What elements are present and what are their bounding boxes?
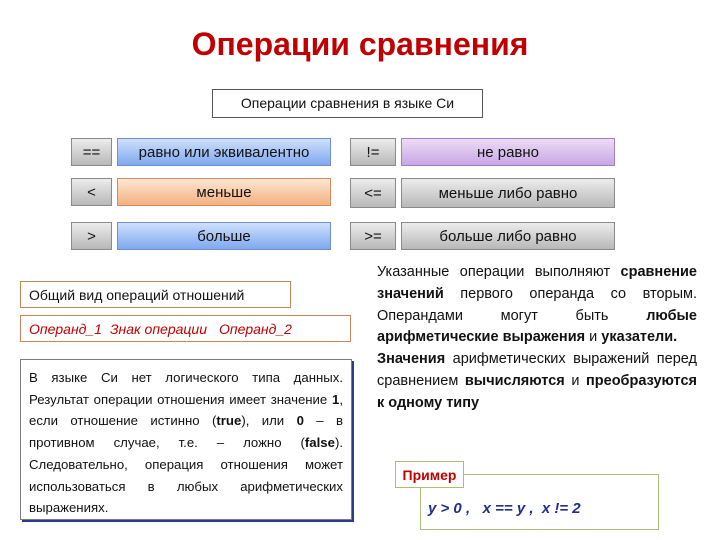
comparison-explanation xyxy=(377,262,697,415)
example-expression: y > 0 , x == y , x != 2 xyxy=(428,500,581,517)
note-text-4: – в противном случае, т.е. – ложно ( xyxy=(29,413,344,451)
operand-2: Операнд_2 xyxy=(218,320,292,337)
operand-1: Операнд_1 xyxy=(29,320,102,337)
expl-bold-1: сравнение значений xyxy=(377,264,697,302)
op-symbol-lt: < xyxy=(71,178,112,206)
general-form-label xyxy=(20,281,291,308)
expl-bold-6: преобразуются к одному типу xyxy=(377,372,697,411)
expl-text-4: арифметических выражений перед сравнением xyxy=(377,351,697,389)
expl-bold-2: любые арифметические выражения xyxy=(377,307,697,346)
subtitle-box: Операции сравнения в языке Си xyxy=(212,89,483,118)
expl-bold-4: Значения xyxy=(377,351,446,368)
op-desc-ge: больше либо равно xyxy=(401,222,615,250)
op-desc-gt: больше xyxy=(117,222,331,250)
expl-text-1: Указанные операции выполняют xyxy=(377,264,621,280)
op-symbol-gt: > xyxy=(71,222,112,250)
operator-sign: Знак операции xyxy=(109,320,207,337)
note-text-2: , если отношение истинно ( xyxy=(29,391,343,429)
op-symbol-ge: >= xyxy=(350,222,396,250)
expl-text-5: и xyxy=(564,372,587,389)
op-desc-le: меньше либо равно xyxy=(401,178,615,208)
op-symbol-ne: != xyxy=(350,138,396,166)
general-form-box xyxy=(20,315,351,342)
op-desc-ne: не равно xyxy=(401,138,615,166)
note-text-5: ). Следовательно, операция отношения может использоваться в любых арифметических выражениях. xyxy=(29,435,343,516)
note-one: 1 xyxy=(331,391,340,407)
op-desc-lt: меньше xyxy=(117,178,331,206)
expl-bold-3: указатели. xyxy=(601,329,678,346)
note-text-1: В языке Си нет логического типа данных. Результат операции отношения имеет значение xyxy=(29,370,343,407)
example-label: Пример xyxy=(395,461,464,488)
op-desc-eq: равно или эквивалентно xyxy=(117,138,331,166)
op-symbol-eq: == xyxy=(71,138,112,166)
expl-text-3: и xyxy=(585,329,602,346)
expl-bold-5: вычисляются xyxy=(464,372,565,389)
page-title: Операции сравнения xyxy=(191,26,529,62)
general-form-label-text: Общий вид операций отношений xyxy=(29,286,245,303)
note-zero: 0 xyxy=(296,413,304,429)
expl-text-2: первого операнда со вторым. Операндами могут быть xyxy=(377,285,697,324)
note-false: false xyxy=(304,435,335,451)
note-text-3: ), или xyxy=(241,413,297,429)
note-true: true xyxy=(216,413,242,429)
logical-type-note xyxy=(20,359,352,520)
op-symbol-le: <= xyxy=(350,178,396,208)
